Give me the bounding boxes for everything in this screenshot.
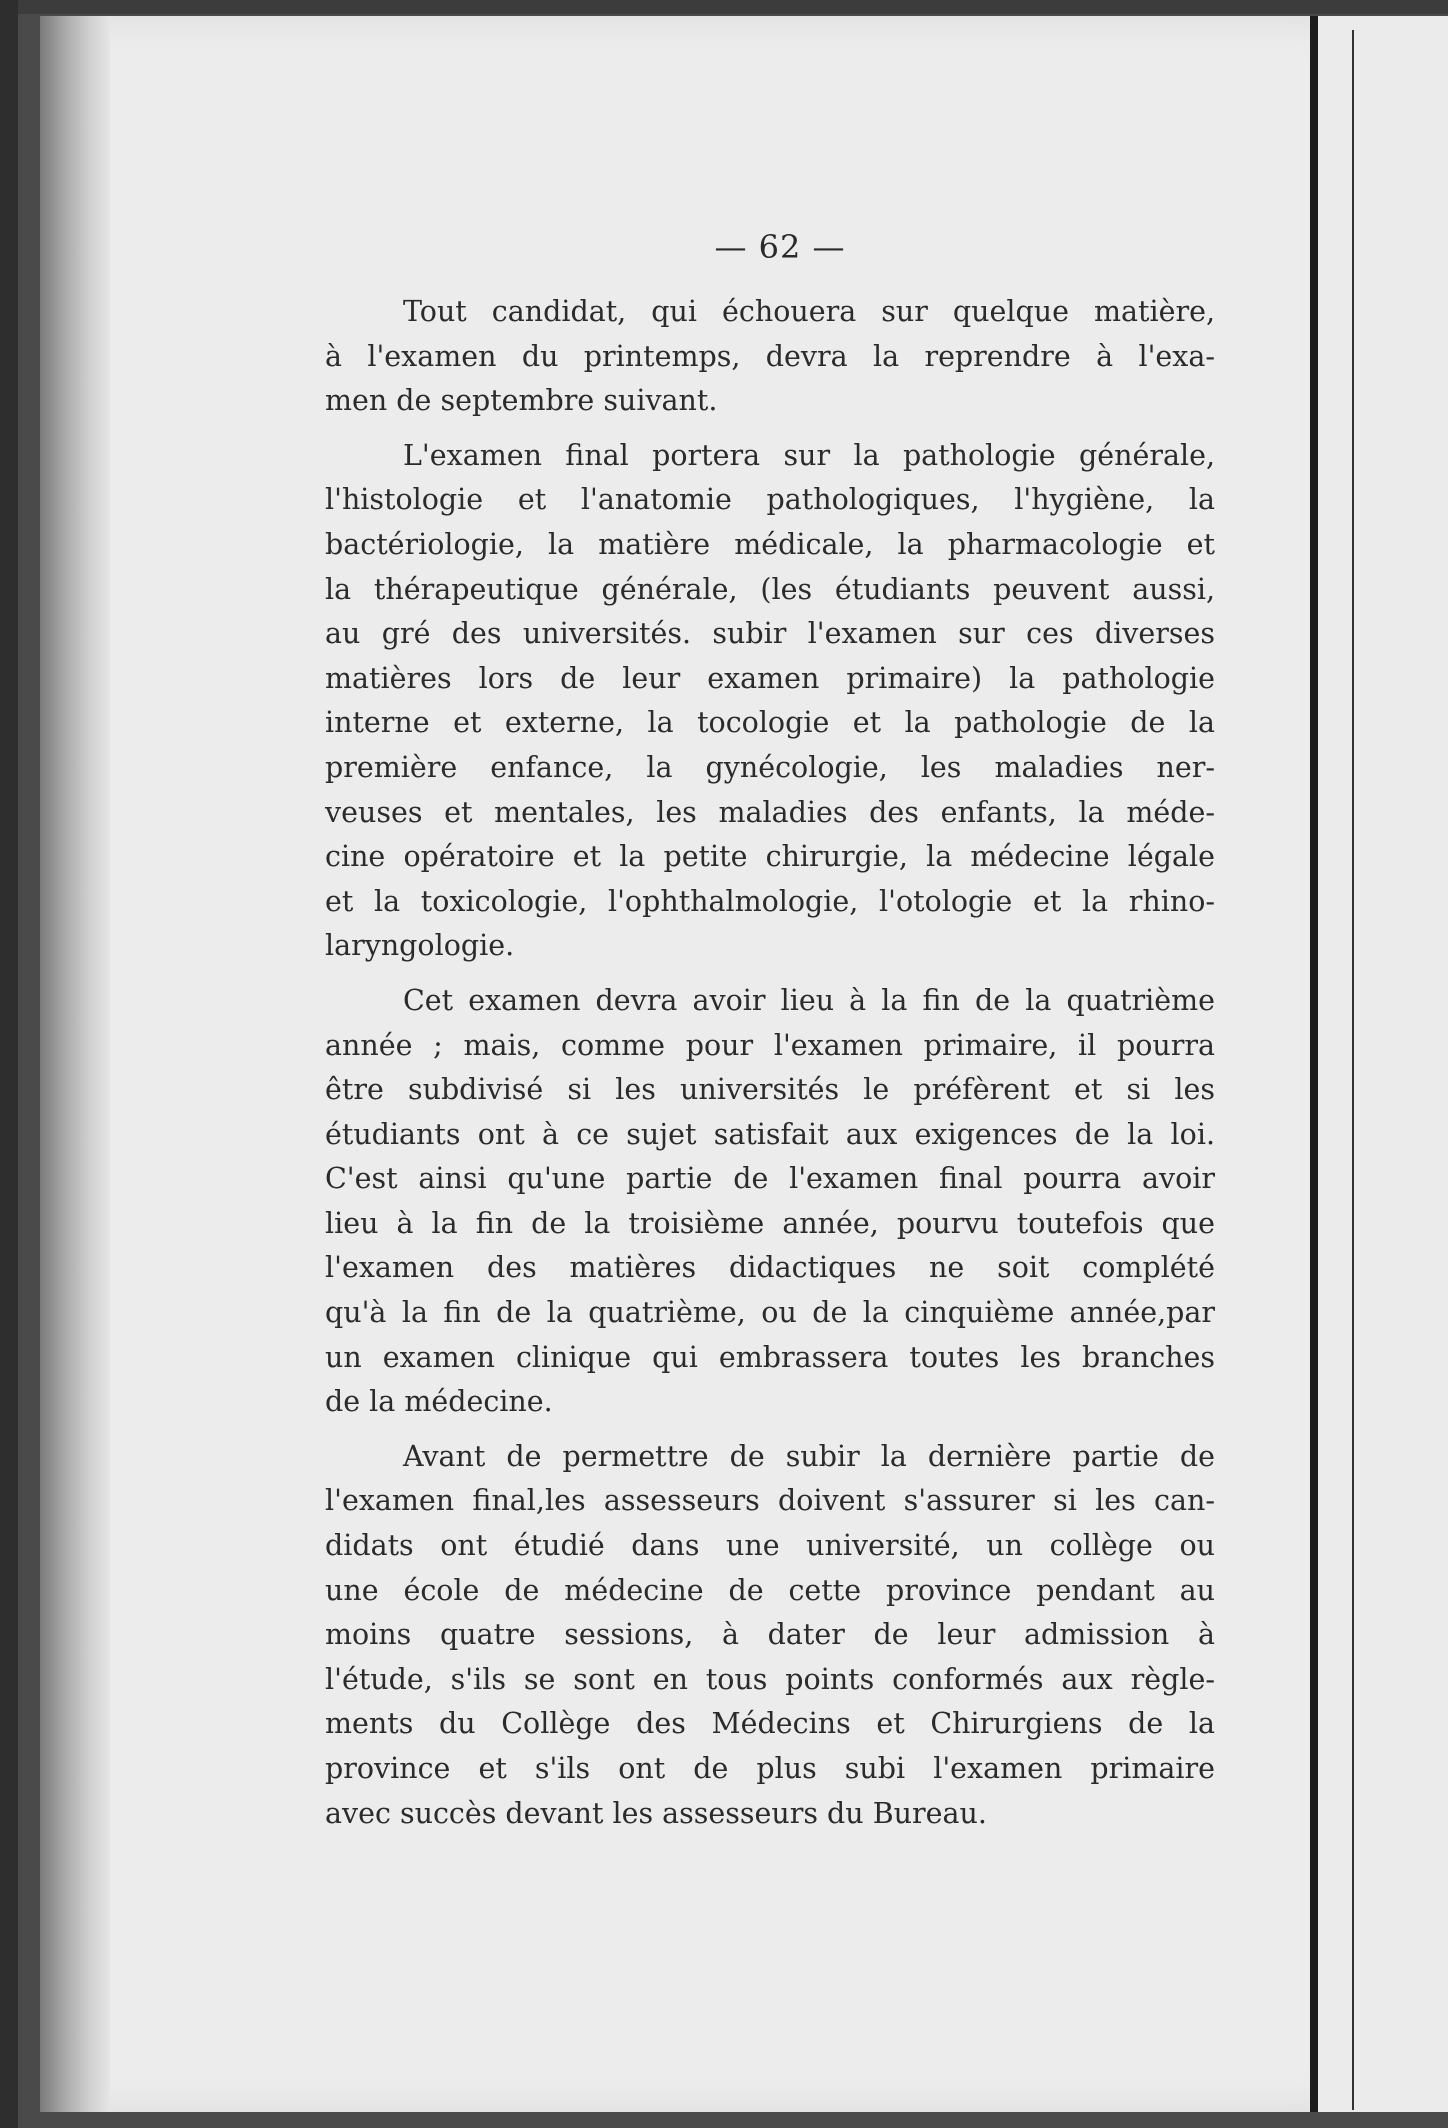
text-line: au gré des universités. subir l'examen sur ces diverses	[325, 617, 1215, 651]
text-line: année ; mais, comme pour l'examen primaire, il pourra	[325, 1028, 1215, 1062]
text-line: L'examen final portera sur la pathologie générale,	[403, 438, 1215, 472]
text-line: interne et externe, la tocologie et la pathologie de la	[325, 706, 1215, 740]
text-line: cine opératoire et la petite chirurgie, la médecine légale	[325, 840, 1215, 874]
text-line: lieu à la fin de la troisième année, pourvu toutefois que	[325, 1206, 1215, 1240]
text-line: avec succès devant les assesseurs du Bureau.	[325, 1796, 987, 1830]
text-line: de la médecine.	[325, 1385, 553, 1419]
page-gutter	[1310, 16, 1318, 2112]
scan-border-left	[0, 0, 18, 2128]
text-line: matières lors de leur examen primaire) la pathologie	[325, 661, 1215, 695]
text-line: C'est ainsi qu'une partie de l'examen final pourra avoir	[325, 1162, 1215, 1196]
text-line: didats ont étudié dans une université, un collège ou	[325, 1529, 1215, 1563]
text-line: un examen clinique qui embrassera toutes les branches	[325, 1340, 1215, 1374]
text-line: men de septembre suivant.	[325, 384, 718, 418]
text-line: bactériologie, la matière médicale, la pharmacologie et	[325, 527, 1215, 561]
paragraph	[325, 434, 1215, 969]
facing-page	[1318, 16, 1448, 2112]
facing-page-edge	[1352, 30, 1354, 2110]
text-line: l'examen des matières didactiques ne soit complété	[325, 1251, 1215, 1285]
text-line: la thérapeutique générale, (les étudiants peuvent aussi,	[325, 572, 1215, 606]
text-line: province et s'ils ont de plus subi l'examen primaire	[325, 1752, 1215, 1785]
paragraph	[325, 979, 1215, 1425]
scan-border	[0, 0, 1448, 14]
text-line: veuses et mentales, les maladies des enfants, la méde-	[325, 795, 1215, 829]
text-line: ments du Collège des Médecins et Chirurgiens de la	[325, 1707, 1215, 1741]
text-line: laryngologie.	[325, 929, 515, 963]
text-line: Avant de permettre de subir la dernière partie de	[403, 1439, 1215, 1473]
text-line: l'histologie et l'anatomie pathologiques, l'hygiène, la	[325, 483, 1215, 517]
body-text	[325, 290, 1215, 1846]
text-line: Cet examen devra avoir lieu à la fin de la quatrième	[403, 983, 1215, 1017]
text-line: être subdivisé si les universités le préfèrent et si les	[325, 1073, 1215, 1107]
text-line: qu'à la fin de la quatrième, ou de la cinquième année,par	[325, 1296, 1215, 1330]
text-line: moins quatre sessions, à dater de leur admission à	[325, 1618, 1215, 1652]
page-binding-shadow	[40, 16, 110, 2112]
text-line: Tout candidat, qui échouera sur quelque matière,	[403, 295, 1215, 328]
text-line: l'examen final,les assesseurs doivent s'assurer si les can-	[325, 1484, 1215, 1518]
text-line: étudiants ont à ce sujet satisfait aux exigences de la loi.	[325, 1117, 1215, 1151]
text-line: et la toxicologie, l'ophthalmologie, l'otologie et la rhino-	[325, 884, 1215, 918]
paragraph	[325, 290, 1215, 424]
text-line: à l'examen du printemps, devra la reprendre à l'exa-	[325, 339, 1215, 373]
text-line: une école de médecine de cette province pendant au	[325, 1573, 1215, 1607]
paragraph	[325, 1435, 1215, 1836]
page-number-header: — 62 —	[714, 228, 846, 266]
text-line: l'étude, s'ils se sont en tous points conformés aux règle-	[325, 1662, 1215, 1696]
text-line: première enfance, la gynécologie, les maladies ner-	[325, 750, 1215, 784]
